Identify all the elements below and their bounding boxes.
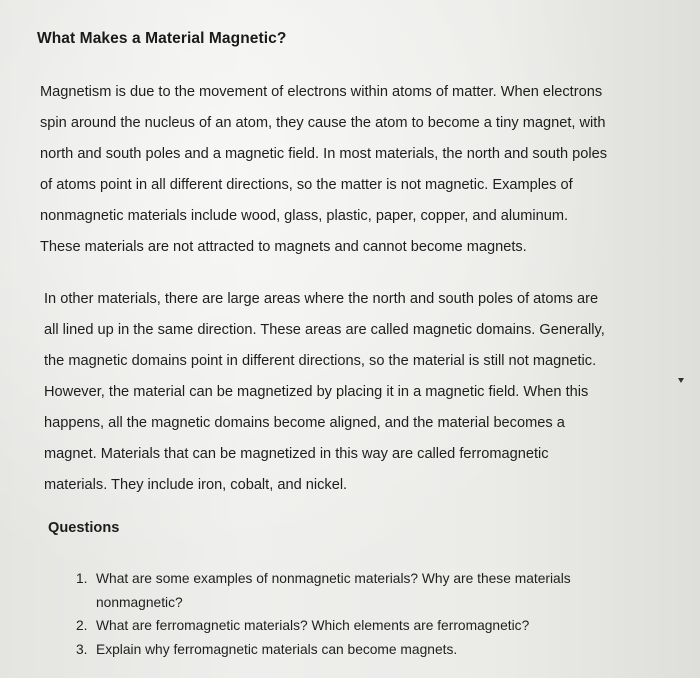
paragraph-line: all lined up in the same direction. These areas are called magnetic domains. Generally, (44, 322, 605, 338)
question-number: 3. (76, 641, 88, 657)
stray-mark-icon (678, 378, 684, 383)
question-item (76, 638, 571, 662)
paragraph-line: In other materials, there are large areas where the north and south poles of atoms are (44, 291, 599, 307)
question-item (76, 567, 571, 614)
paragraph-line: However, the material can be magnetized by placing it in a magnetic field. When this (44, 384, 589, 400)
paragraph-line: Magnetism is due to the movement of electrons within atoms of matter. When electrons (40, 84, 603, 100)
paragraph-magnetic-domains (44, 284, 684, 501)
question-text: What are some examples of nonmagnetic materials? Why are these materials (96, 571, 571, 586)
paragraph-line: north and south poles and a magnetic field. In most materials, the north and south poles (40, 146, 608, 162)
questions-heading: Questions (48, 520, 120, 536)
paragraph-line: materials. They include iron, cobalt, and nickel. (44, 477, 348, 493)
question-text: Explain why ferromagnetic materials can become magnets. (96, 641, 458, 657)
paragraph-line: These materials are not attracted to magnets and cannot become magnets. (40, 239, 527, 255)
paragraph-line: the magnetic domains point in different directions, so the material is still not magnetic. (44, 353, 597, 369)
question-number: 2. (76, 618, 88, 633)
paragraph-line: spin around the nucleus of an atom, they cause the atom to become a tiny magnet, with (40, 115, 606, 131)
question-text: What are ferromagnetic materials? Which elements are ferromagnetic? (96, 618, 530, 633)
question-text-continued: nonmagnetic? (96, 594, 183, 610)
paragraph-line: nonmagnetic materials include wood, glass, plastic, paper, copper, and aluminum. (40, 208, 569, 224)
question-number: 1. (76, 571, 88, 586)
paragraph-magnetism-intro (40, 77, 680, 263)
paragraph-line: happens, all the magnetic domains become aligned, and the material becomes a (44, 415, 565, 431)
questions-list (76, 567, 571, 661)
question-item (76, 614, 571, 638)
paragraph-line: magnet. Materials that can be magnetized in this way are called ferromagnetic (44, 446, 549, 462)
paragraph-line: of atoms point in all different directions, so the matter is not magnetic. Examples of (40, 177, 573, 193)
document-title: What Makes a Material Magnetic? (37, 30, 287, 47)
